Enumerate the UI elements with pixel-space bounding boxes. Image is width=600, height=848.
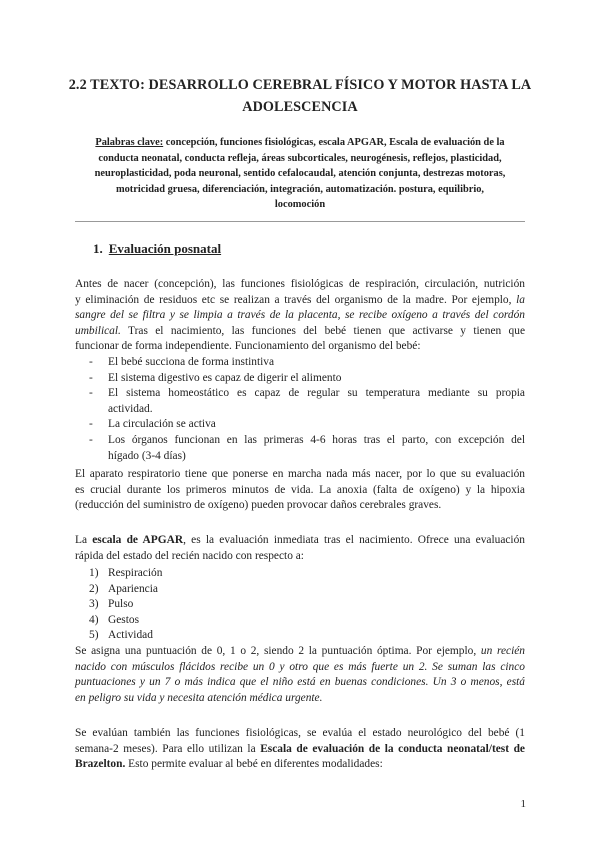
text-run: y eliminación de residuos etc se realizan a través del organismo de la madre. Por ejemplo, [75, 293, 517, 306]
list-item-text: hígado (3-4 días) [108, 449, 186, 462]
text-line: (reducción del suministro de oxígeno) pueden provocar daños cerebrales graves. [75, 499, 442, 512]
text-line [75, 691, 525, 707]
bold-text: Brazelton. [75, 758, 126, 771]
text-run: , es la evaluación inmediata tras el nacimiento. Ofrece una evaluación [183, 534, 525, 546]
paragraph [75, 533, 525, 564]
bullet-dash: - [89, 387, 93, 400]
list-number: 2) [89, 582, 99, 595]
text-line [75, 324, 525, 340]
text-run: Esto permite evaluar al bebé en diferentes modalidades: [125, 758, 383, 771]
bullet-dash: - [89, 418, 93, 431]
list-item-text: El sistema digestivo es capaz de digerir el alimento [108, 371, 342, 384]
italic-text: la [516, 293, 525, 306]
text-line [75, 533, 525, 549]
text-line [75, 757, 525, 773]
list-number: 3) [89, 598, 99, 611]
text-line: funcionar de forma independiente. Funcionamiento del organismo del bebé: [75, 340, 421, 353]
keywords-block [70, 135, 530, 213]
list-item [75, 582, 525, 598]
paragraph [75, 644, 525, 706]
list-item [75, 386, 525, 417]
bold-text: escala de APGAR [92, 534, 184, 546]
page-number: 1 [520, 798, 526, 810]
text-line [75, 660, 525, 676]
text-line [75, 675, 525, 691]
text-run: semana-2 meses). Para ello utilizan la [75, 742, 261, 755]
bullet-dash: - [89, 433, 93, 446]
keywords-text: conducta neonatal, conducta refleja, áreas subcorticales, neurogénesis, reflejos, plasticidad, [98, 152, 502, 164]
list-number: 5) [89, 629, 99, 642]
list-number: 4) [89, 613, 99, 626]
list-item-text: El bebé succiona de forma instintiva [108, 356, 275, 368]
list-item-text: El sistema homeostático es capaz de regular su temperatura mediante su propia [108, 387, 525, 400]
list-item [75, 613, 525, 629]
document-title [60, 74, 540, 118]
keywords-text: neuroplasticidad, poda neuronal, sentido cefalocaudal, atención conjunta, destrezas motoras, [94, 168, 506, 179]
text-line: Antes de nacer (concepción), las funciones fisiológicas de respiración, circulación, nutrición [75, 278, 525, 290]
text-run: La [75, 534, 93, 546]
italic-text: puntuaciones y un 7 o más indica que el niño está en buenas condiciones. Un 3 o menos, está [75, 676, 525, 689]
text-line [75, 644, 525, 660]
list-item-text: Apariencia [108, 582, 158, 595]
list-item [75, 566, 525, 582]
keywords-text: locomoción [274, 199, 326, 210]
text-run: Tras el nacimiento, las funciones del bebé tienen que activarse y tienen que [120, 324, 525, 337]
italic-text: sangre del se filtra y se limpia a través de la placenta, se recibe oxígeno a través del cordón [75, 309, 525, 322]
italic-text: en peligro su vida y necesita atención médica urgente. [75, 691, 323, 704]
keywords-text: motricidad gruesa, diferenciación, integración, automatización. postura, equilibrio, [115, 183, 485, 195]
paragraph [75, 726, 525, 773]
list-item [75, 628, 525, 644]
list-item [75, 417, 525, 433]
text-line: El aparato respiratorio tiene que ponerse en marcha nada más nacer, por lo que su evaluación [75, 468, 525, 480]
bullet-dash: - [89, 371, 93, 384]
keywords-text: concepción, funciones fisiológicas, escala APGAR, Escala de evaluación de la [163, 137, 505, 148]
list-item [75, 371, 525, 387]
bullet-dash: - [89, 356, 93, 368]
italic-text: umbilical. [75, 324, 121, 337]
horizontal-divider [75, 221, 525, 222]
section-heading [93, 241, 221, 257]
list-number: 1) [89, 567, 99, 579]
list-item-text: Actividad [108, 629, 153, 642]
paragraph [75, 277, 525, 355]
paragraph [75, 467, 525, 514]
title-line: 2.2 TEXTO: DESARROLLO CEREBRAL FÍSICO Y MOTOR HASTA LA [68, 77, 532, 93]
italic-text: un recién [480, 645, 526, 657]
list-item-text: Gestos [108, 613, 140, 626]
text-line [75, 293, 525, 309]
text-line: es crucial durante los primeros minutos de vida. La anoxia (falta de oxígeno) y la hipoxia [75, 483, 525, 496]
list-item-text: La circulación se activa [108, 418, 216, 431]
text-line: rápida del estado del recién nacido con respecto a: [75, 549, 304, 562]
numbered-list [75, 566, 525, 644]
bold-text: Escala de evaluación de la conducta neonatal/test de [260, 742, 525, 755]
italic-text: nacido con músculos flácidos recibe un 0 y otro que es más fuerte un 2. Se suman las cinco [75, 660, 525, 673]
list-item [75, 597, 525, 613]
title-line: ADOLESCENCIA [242, 99, 358, 115]
section-number: 1. [93, 241, 103, 256]
keywords-label: Palabras clave: [95, 137, 164, 148]
section-title: Evaluación posnatal [108, 241, 222, 256]
list-item [75, 433, 525, 464]
list-item [75, 355, 525, 371]
text-line [75, 308, 525, 324]
list-item-text: Respiración [108, 567, 163, 579]
text-line: Se evalúan también las funciones fisiológicas, se evalúa el estado neurológico del bebé (1 [75, 727, 525, 739]
text-line [75, 742, 525, 758]
list-item-text: Los órganos funcionan en las primeras 4-6 horas tras el parto, con excepción del [108, 433, 525, 446]
list-item-text: actividad. [108, 402, 153, 415]
bullet-list [75, 355, 525, 464]
text-run: Se asigna una puntuación de 0, 1 o 2, siendo 2 la puntuación óptima. Por ejemplo, [75, 645, 481, 657]
list-item-text: Pulso [108, 598, 134, 611]
